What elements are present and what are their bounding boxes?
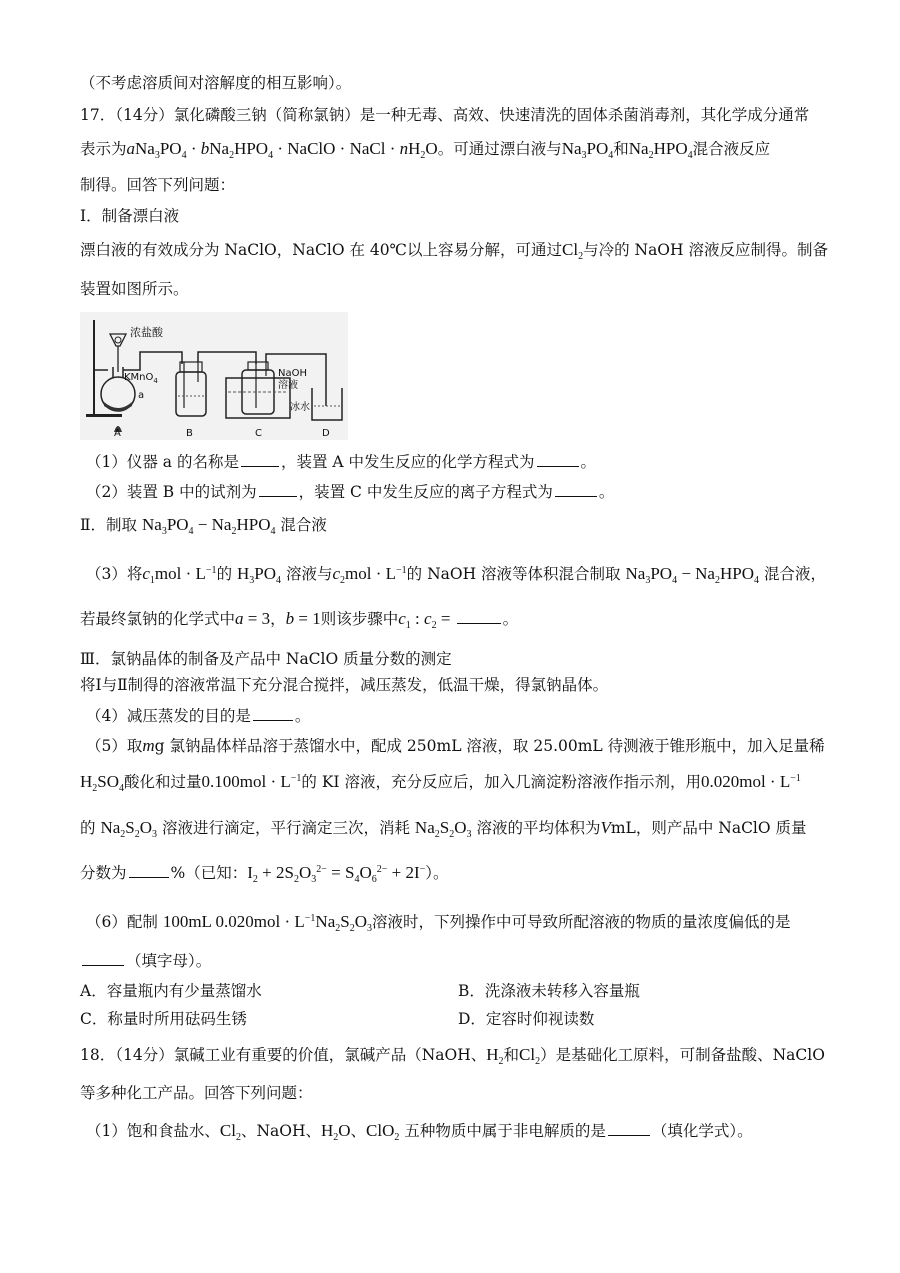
answer-blank[interactable] bbox=[253, 719, 293, 721]
label-A: A bbox=[114, 428, 121, 439]
q17-sub5-line3: 的 $Na_2S_2O_3$ 溶液进行滴定，平行滴定三次，消耗 $Na_2S_2O_3$ 溶液的平均体积为VmL，则产品中 NaClO 质量 bbox=[80, 818, 807, 840]
intro-note: （不考虑溶质间对溶解度的相互影响）。 bbox=[80, 74, 352, 92]
label-naoh: NaOH bbox=[278, 368, 307, 379]
label-kmno4: KMnO$_4$ bbox=[124, 372, 158, 385]
answer-blank[interactable] bbox=[608, 1134, 650, 1136]
part3-text: 将Ⅰ与Ⅱ制得的溶液常温下充分混合搅拌，减压蒸发，低温干燥，得氯钠晶体。 bbox=[80, 676, 609, 694]
apparatus-diagram bbox=[80, 312, 348, 440]
q18-sub1: （1）饱和食盐水、$Cl_2$、NaOH、$H_2O$、ClO$_2$ 五种物质中属于非电解质的是 （填化学式）。 bbox=[86, 1121, 753, 1143]
q18-header: 18．（14分）氯碱工业有重要的价值，氯碱产品（NaOH、$H_2$和$Cl_2$）是基础化工原料，可制备盐酸、NaClO bbox=[80, 1045, 825, 1067]
option-c[interactable]: C．称量时所用砝码生锈 bbox=[80, 1010, 247, 1028]
q17-sub3: （3）将$c_1mol \cdot L^{-1}$的 $H_3PO_4$ 溶液与$c_2mol \cdot L^{-1}$的 NaOH 溶液等体积混合制取 $Na_3PO_4 - Na_2HPO_4$ 混合液， bbox=[86, 564, 826, 586]
option-b[interactable]: B．洗涤液未转移入容量瓶 bbox=[458, 982, 640, 1000]
part1-title: Ⅰ．制备漂白液 bbox=[80, 207, 180, 225]
answer-blank[interactable] bbox=[82, 964, 124, 966]
answer-blank[interactable] bbox=[259, 495, 297, 497]
label-ice-water: 冰水 bbox=[290, 402, 310, 413]
q17-formula-line: 表示为$aNa_3PO_4 \cdot bNa_2HPO_4$ · NaClO · NaCl · $nH_2O$。可通过漂白液与$Na_3PO_4$和$Na_2HPO_4$混合液反应 bbox=[80, 139, 771, 161]
q18-line2: 等多种化工产品。回答下列问题： bbox=[80, 1084, 313, 1102]
label-a: a bbox=[138, 390, 145, 401]
option-a[interactable]: A．容量瓶内有少量蒸馏水 bbox=[80, 982, 262, 1000]
q17-sub5-line1: （5）取mg 氯钠晶体样品溶于蒸馏水中，配成 250mL 溶液，取 25.00mL 待测液于锥形瓶中，加入足量稀 bbox=[86, 736, 825, 755]
label-D: D bbox=[322, 428, 330, 439]
answer-blank[interactable] bbox=[241, 465, 279, 467]
label-B: B bbox=[186, 428, 193, 439]
q17-sub5-line2: $H_2SO_4$酸化和过量$0.100mol \cdot L^{-1}$的 KI 溶液，充分反应后，加入几滴淀粉溶液作指示剂，用$0.020mol \cdot L^{-1}$ bbox=[80, 772, 801, 794]
q17-header: 17．（14分）氯化磷酸三钠（简称氯钠）是一种无毒、高效、快速清洗的固体杀菌消毒剂，其化学成分通常 bbox=[80, 106, 810, 124]
part1-text2: 装置如图所示。 bbox=[80, 280, 189, 298]
answer-blank[interactable] bbox=[537, 465, 579, 467]
part2-title: Ⅱ．制取 $Na_3PO_4 - Na_2HPO_4$ 混合液 bbox=[80, 515, 327, 537]
q17-line3: 制得。回答下列问题： bbox=[80, 176, 236, 194]
q17-sub5-line4: 分数为 %（已知：$I_2 + 2S_2O_3^{2-} = S_4O_6^{2-} + 2I^-$）。 bbox=[80, 863, 449, 885]
q17-sub3-line2: 若最终氯钠的化学式中a = 3，b = 1则该步骤中$c_1$ : $c_2$ = 。 bbox=[80, 609, 519, 631]
q17-sub2: （2）装置 B 中的试剂为 ，装置 C 中发生反应的离子方程式为 。 bbox=[86, 483, 615, 501]
part1-text1: 漂白液的有效成分为 NaClO，NaClO 在 40℃以上容易分解，可通过$Cl_2$与冷的 NaOH 溶液反应制得。制备 bbox=[80, 240, 828, 262]
answer-blank[interactable] bbox=[457, 622, 501, 624]
label-C: C bbox=[255, 428, 262, 439]
answer-blank[interactable] bbox=[555, 495, 597, 497]
part3-title: Ⅲ．氯钠晶体的制备及产品中 NaClO 质量分数的测定 bbox=[80, 650, 452, 668]
q17-sub4: （4）减压蒸发的目的是 。 bbox=[86, 707, 311, 725]
label-hcl: 浓盐酸 bbox=[130, 326, 163, 339]
answer-blank[interactable] bbox=[129, 876, 169, 878]
q17-sub6-line1: （6）配制 100mL $0.020mol \cdot L^{-1}Na_2S_2O_3$溶液时，下列操作中可导致所配溶液的物质的量浓度偏低的是 bbox=[86, 912, 791, 934]
q17-sub6-line2: （填字母）。 bbox=[80, 950, 211, 972]
option-d[interactable]: D．定容时仰视读数 bbox=[458, 1010, 595, 1028]
q17-sub1: （1）仪器 a 的名称是 ，装置 A 中发生反应的化学方程式为 。 bbox=[86, 453, 597, 471]
label-solution: 溶液 bbox=[278, 380, 298, 391]
